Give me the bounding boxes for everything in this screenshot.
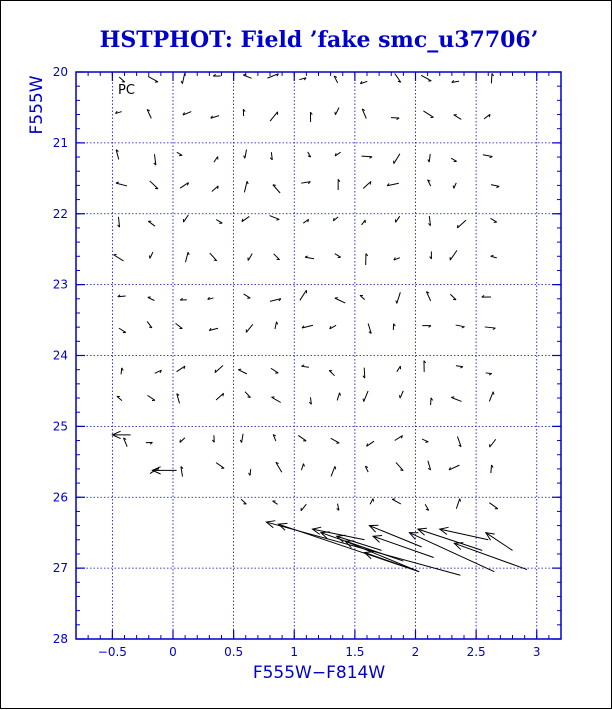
vector-shaft xyxy=(394,154,400,164)
vector-shaft xyxy=(362,220,366,225)
vector-shaft xyxy=(454,183,456,189)
vector-shaft xyxy=(489,503,497,509)
vector-shaft xyxy=(244,181,247,192)
vector-head xyxy=(244,156,245,159)
vector-head xyxy=(180,440,181,443)
x-axis-label: F555W−F814W xyxy=(253,663,386,683)
vector-head xyxy=(340,393,341,396)
vector-shaft xyxy=(216,463,224,469)
vector-head xyxy=(305,256,308,257)
vector-head xyxy=(248,397,251,398)
vector-shaft xyxy=(148,76,158,81)
vector-head xyxy=(181,81,182,84)
vector-head xyxy=(457,225,458,228)
vector-shaft xyxy=(180,183,188,189)
vector-shaft xyxy=(250,469,251,475)
vector-shaft xyxy=(456,499,459,509)
vector-head xyxy=(493,392,494,395)
vector-shaft xyxy=(270,112,277,121)
vector-shaft xyxy=(215,365,223,372)
vector-arrow xyxy=(486,533,513,551)
vector-layer xyxy=(112,73,527,575)
vector-shaft xyxy=(491,465,492,473)
x-tick-label: 2 xyxy=(412,645,420,659)
vector-shaft xyxy=(147,395,154,400)
vector-shaft xyxy=(243,75,251,78)
vector-shaft xyxy=(331,438,339,443)
vector-shaft xyxy=(489,392,493,402)
vector-shaft xyxy=(298,435,306,440)
vector-shaft xyxy=(392,499,401,504)
vector-head xyxy=(496,186,499,187)
chart-annotation: PC xyxy=(118,83,135,98)
vector-shaft xyxy=(450,250,457,260)
vector-shaft xyxy=(364,391,368,402)
vector-shaft xyxy=(177,366,185,372)
vector-shaft xyxy=(396,462,403,470)
vector-shaft xyxy=(335,108,339,115)
vector-shaft xyxy=(395,74,401,83)
y-tick-label: 28 xyxy=(53,632,68,646)
vector-shaft xyxy=(302,366,309,367)
vector-shaft xyxy=(242,434,243,443)
vector-shaft xyxy=(184,215,189,222)
vector-head xyxy=(304,464,305,467)
vector-shaft xyxy=(335,254,341,258)
vector-shaft xyxy=(245,149,247,158)
vector-arrow xyxy=(454,543,527,569)
vector-shaft xyxy=(214,157,218,163)
vector-shaft xyxy=(150,252,153,258)
vector-shaft xyxy=(274,254,280,260)
vector-shaft xyxy=(486,373,492,374)
vector-shaft xyxy=(491,256,497,258)
vector-shaft xyxy=(177,152,182,155)
vector-shaft xyxy=(148,297,155,300)
vector-head xyxy=(238,369,241,370)
vector-shaft xyxy=(454,115,462,120)
vector-shaft xyxy=(148,221,155,226)
vector-arrow xyxy=(440,529,489,540)
vector-shaft xyxy=(185,252,188,262)
vector-shaft xyxy=(397,366,401,372)
vector-shaft xyxy=(276,462,282,472)
vector-shaft xyxy=(396,216,400,222)
vector-head xyxy=(276,322,277,325)
vector-shaft xyxy=(301,464,303,470)
vector-head xyxy=(218,186,219,189)
vector-head xyxy=(425,442,428,443)
grid-layer xyxy=(76,72,561,639)
vector-shaft xyxy=(397,292,401,303)
vector-shaft xyxy=(331,466,335,476)
y-axis-label: F555W xyxy=(27,75,47,134)
vector-head xyxy=(490,157,493,158)
vector-shaft xyxy=(300,290,307,300)
vector-head xyxy=(247,181,248,184)
vector-head xyxy=(460,499,461,502)
vector-shaft xyxy=(483,155,492,157)
vector-shaft xyxy=(490,439,496,447)
vector-head xyxy=(240,440,241,443)
vector-shaft xyxy=(422,439,428,442)
y-tick-label: 27 xyxy=(53,561,68,575)
vector-shaft xyxy=(456,366,463,367)
vector-head xyxy=(462,327,465,328)
vector-shaft xyxy=(121,368,122,374)
vector-shaft xyxy=(119,328,126,332)
vector-head xyxy=(214,260,217,261)
vector-head xyxy=(453,185,454,188)
vector-head xyxy=(335,466,336,469)
vector-head xyxy=(215,370,216,373)
vector-shaft xyxy=(275,322,276,329)
vector-shaft xyxy=(363,182,371,189)
vector-shaft xyxy=(335,298,345,303)
vector-head xyxy=(491,255,494,256)
vector-shaft xyxy=(362,156,373,157)
x-tick-label: 0.5 xyxy=(224,645,243,659)
vector-shaft xyxy=(182,73,184,83)
vector-shaft xyxy=(116,183,127,186)
vector-shaft xyxy=(423,111,433,117)
vector-shaft xyxy=(451,398,461,402)
vector-head xyxy=(149,255,150,258)
vector-head xyxy=(116,182,119,183)
y-tick-label: 22 xyxy=(53,207,68,221)
vector-shaft xyxy=(246,324,253,332)
vector-shaft xyxy=(150,181,158,189)
x-tick-label: 1 xyxy=(290,645,298,659)
vector-shaft xyxy=(305,257,314,259)
vector-shaft xyxy=(337,393,339,401)
vector-shaft xyxy=(273,185,280,193)
vector-shaft xyxy=(176,323,183,328)
vector-shaft xyxy=(273,501,278,504)
vector-shaft xyxy=(451,158,457,161)
x-tick-label: 0 xyxy=(169,645,177,659)
x-tick-label: 3 xyxy=(533,645,541,659)
vector-shaft xyxy=(370,499,373,505)
vector-shaft xyxy=(216,393,223,400)
vector-shaft xyxy=(271,368,278,373)
vector-shaft xyxy=(429,154,430,162)
vector-shaft xyxy=(400,391,403,398)
vector-head xyxy=(400,470,403,471)
y-tick-label: 23 xyxy=(53,278,68,292)
chart-title: HSTPHOT: Field ’fake smc_u37706’ xyxy=(100,27,539,53)
vector-arrow xyxy=(321,533,403,561)
vector-shaft xyxy=(485,327,496,328)
y-tick-label: 20 xyxy=(53,65,68,79)
vector-shaft xyxy=(248,254,252,261)
vector-shaft xyxy=(301,504,306,511)
vector-shaft xyxy=(491,73,492,83)
x-tick-label: 2.5 xyxy=(467,645,486,659)
vector-shaft xyxy=(491,185,499,187)
y-tick-label: 24 xyxy=(53,349,68,363)
vector-shaft xyxy=(244,294,251,298)
vector-head xyxy=(188,252,189,255)
vector-head xyxy=(223,393,224,396)
vector-head xyxy=(148,297,151,298)
vector-head xyxy=(273,185,276,186)
y-tick-label: 21 xyxy=(53,136,68,150)
x-tick-label: −0.5 xyxy=(98,645,127,659)
tick-layer xyxy=(53,65,561,659)
vector-shaft xyxy=(364,368,365,378)
vector-head xyxy=(335,298,338,299)
vector-head xyxy=(370,182,371,185)
vector-head xyxy=(276,219,279,220)
vector-shaft xyxy=(457,220,466,228)
vector-head xyxy=(363,399,364,402)
vector-shaft xyxy=(114,255,124,261)
vector-head xyxy=(396,301,397,304)
vector-shaft xyxy=(238,370,247,374)
y-tick-label: 26 xyxy=(53,490,68,504)
vector-arrow xyxy=(345,541,419,571)
chart-canvas xyxy=(1,1,612,710)
vector-head xyxy=(451,397,454,398)
vector-shaft xyxy=(490,218,496,222)
vector-shaft xyxy=(216,220,222,224)
vector-shaft xyxy=(456,325,465,327)
y-tick-label: 25 xyxy=(53,419,68,433)
x-tick-label: 1.5 xyxy=(345,645,364,659)
vector-shaft xyxy=(421,75,431,81)
vector-shaft xyxy=(270,216,280,220)
vector-head xyxy=(399,395,400,398)
vector-arrow xyxy=(418,529,482,550)
vector-shaft xyxy=(272,397,281,402)
vector-shaft xyxy=(210,253,217,261)
